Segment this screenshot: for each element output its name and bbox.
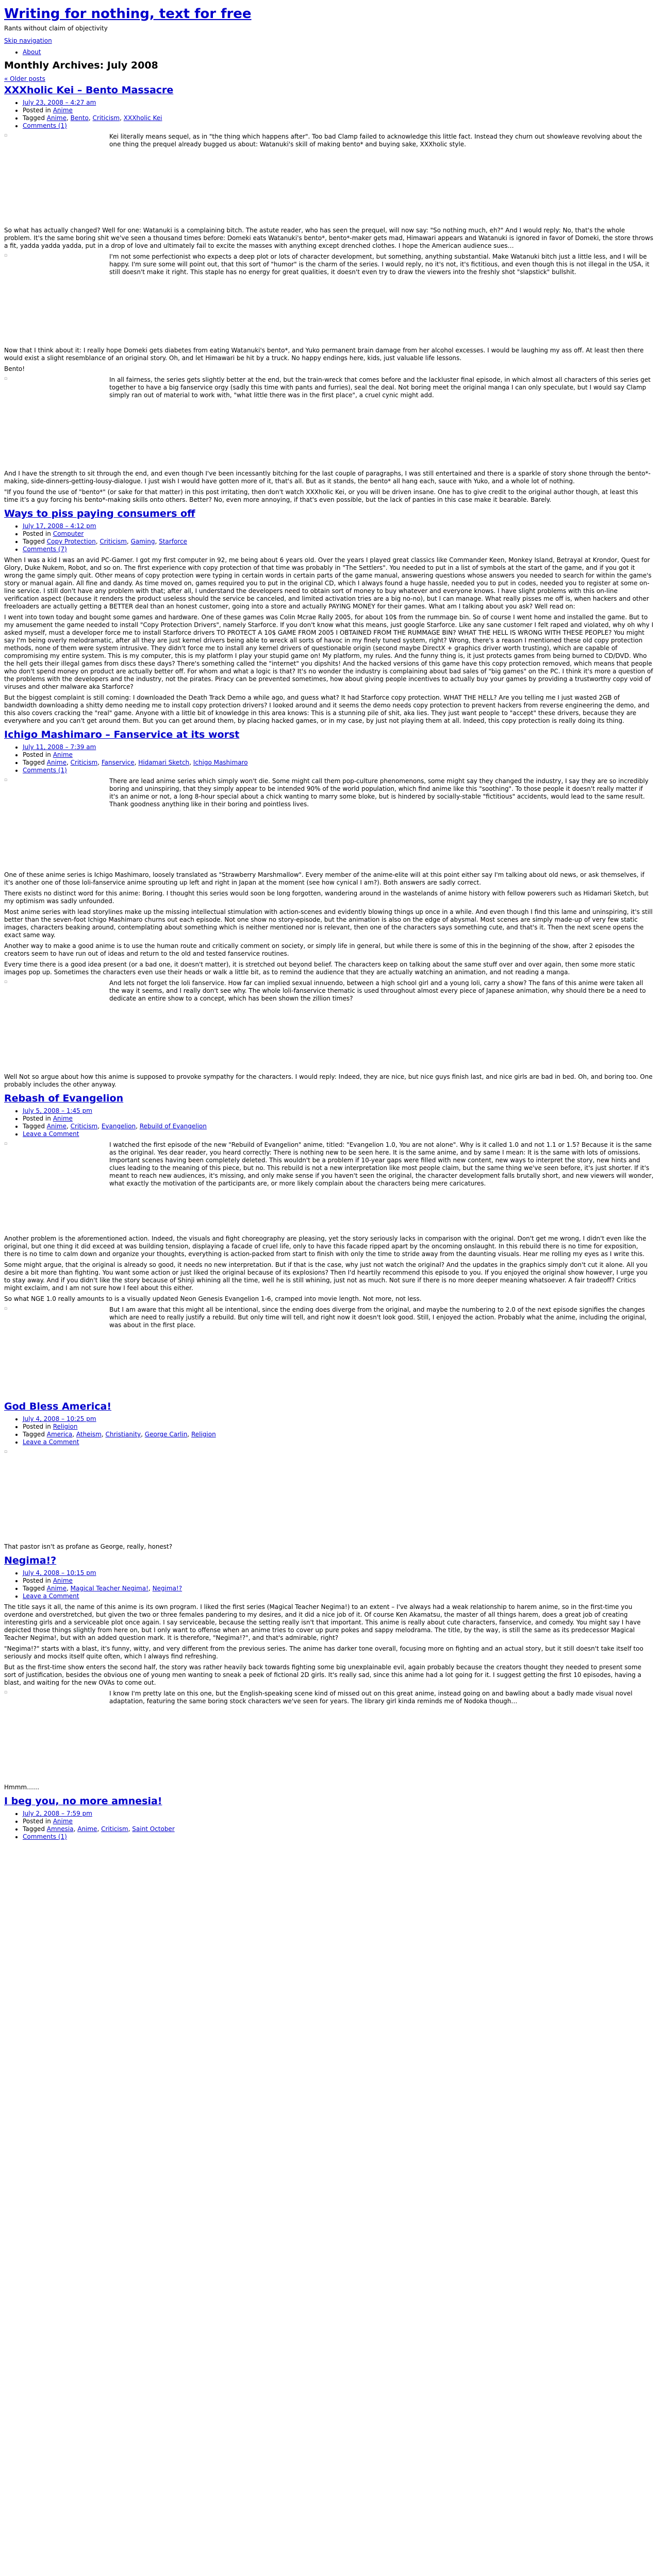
meta-prefix: Posted in — [23, 107, 53, 114]
meta-link[interactable]: Criticism — [101, 1825, 128, 1833]
post-meta-item — [23, 1107, 654, 1115]
post-meta — [4, 1569, 654, 1600]
meta-link[interactable]: Anime — [46, 1585, 67, 1592]
post-image — [4, 777, 107, 868]
broken-image-icon: ▫ — [4, 133, 8, 138]
post-paragraph: I know I'm pretty late on this one, but the English-speaking scene kind of missed out on this great anime, instead going on and bawling about a badly made visual novel adaptation, featuring the same boring stock characters we've seen for years. The library girl kinda reminds me of Nodoka though… — [109, 1690, 633, 1705]
meta-link[interactable]: George Carlin — [144, 1431, 188, 1438]
site-title-link[interactable]: Writing for nothing, text for free — [4, 6, 252, 22]
post-title-link[interactable]: Negima!? — [4, 1555, 57, 1566]
meta-link[interactable]: Religion — [53, 1423, 78, 1430]
meta-prefix: Posted in — [23, 1115, 53, 1122]
post-image — [4, 1306, 107, 1397]
meta-link[interactable]: Comments (1) — [23, 767, 67, 774]
meta-link[interactable]: Leave a Comment — [23, 1592, 79, 1600]
post-meta-item: • Tagged Anime, Criticism, Fanservice, Hidamari Sketch, Ichigo Mashimaro — [23, 759, 654, 767]
post-paragraph: "If you found the use of "bento*" (or sake for that matter) in this post irritating, then don't watch XXXholic Kei, or you will be driven insane. One has to give credit to the original author though, at least this time it's a guy forcing his bento*-making skills onto others. Better? No, even more annoying, if that's even possible, but the lack of panties in this case make it bearable. Barely. — [4, 488, 638, 503]
post-paragraph: I'm not some perfectionist who expects a deep plot or lots of character development, but something, anything substantial. Make Watanuki bitch just a little less, and I will be happy. I'm sure some will point out, that this sort of "humor" is the charm of the series. I would reply, no it's not, it's fictitious, and even though this is not illegal in the USA, it still doesn't make it right. This staple has no energy for great qualities, it doesn't even try to draw the viewers into the freshly shot "slapstick" bullshit. — [109, 253, 650, 276]
post-title-link[interactable]: I beg you, no more amnesia! — [4, 1795, 162, 1807]
post-meta — [4, 1415, 654, 1446]
image-text-block — [4, 376, 654, 467]
post-meta-item — [23, 1423, 654, 1431]
post-meta-item: • Tagged Copy Protection, Criticism, Gaming, Starforce — [23, 538, 654, 546]
post-paragraph: And I have the strength to sit through the end, and even though I've been incessantly bitching for the last couple of paragraphs, I was still entertained and there is a sparkle of story shone through the bento*-making, side-dinners-getting-lousy-dialogue. I just wish I would have gotten more of it, that's all. But as it stands, the bento* all hang each, sauce with Yuko, and a whole lot of nothing. — [4, 470, 651, 485]
meta-link[interactable]: Criticism — [70, 759, 98, 766]
post-paragraph: So what has actually changed? Well for one: Watanuki is a complaining bitch. The astute reader, who has seen the prequel, will now say: "So nothing much, eh?" And I would reply: No, that's the whole problem. It's the same boring shit we've seen a thousand times before: Domeki eats Watanuki's bento*, bento*-maker gets mad, Himawari appears and Watanuki is ignored in favor of Domeki, the store throws a fit, yadda yadda yadda, put in a drop of love and ultimately fail to excite the masses with anything except drenched clothes. I hope the American audience sues… — [4, 227, 653, 249]
nav-about-link[interactable]: About — [23, 48, 41, 56]
image-text-block — [4, 1141, 654, 1232]
meta-link[interactable]: Ichigo Mashimaro — [193, 759, 248, 766]
post-paragraph: "Negima!?" starts with a blast, it's funny, witty, and very different from the previous series. The anime has darker tone overall, focusing more on fighting and an actual story, but it still doesn't take itself too seriously and mocks itself quite often, which I always find refreshing. — [4, 1645, 643, 1660]
post-meta-item — [23, 1130, 654, 1138]
post-meta-item — [23, 1592, 654, 1600]
post-paragraph: Hmmm…… — [4, 1784, 40, 1791]
meta-link[interactable]: Saint October — [132, 1825, 175, 1833]
post-list — [4, 84, 654, 1841]
post — [4, 729, 654, 1089]
meta-link[interactable]: Comments (7) — [23, 546, 67, 553]
post-meta-item — [23, 751, 654, 759]
post-date-link[interactable]: July 23, 2008 – 4:27 am — [23, 99, 96, 106]
post-meta-item — [23, 1833, 654, 1841]
post-image — [4, 133, 107, 224]
post-meta-item: • Tagged America, Atheism, Christianity, George Carlin, Religion — [23, 1431, 654, 1438]
post-meta — [4, 522, 654, 553]
post-title-link[interactable]: XXXholic Kei – Bento Massacre — [4, 84, 174, 96]
post-title — [4, 1093, 654, 1104]
nav-item — [23, 48, 654, 56]
post-meta — [4, 1107, 654, 1138]
post-paragraph: And lets not forget the loli fanservice. How far can implied sexual innuendo, between a high school girl and a young loli, carry a show? The fans of this anime were taken all the way it seems, and I really don't see why. The whole loli-fanservice thematic is used throughout almost every piece of Japanese animation, why should there be a need to dedicate an entire show to a concept, which has been shown the zillion times? — [109, 979, 646, 1002]
meta-link[interactable]: Amnesia — [46, 1825, 74, 1833]
post-date-link[interactable]: July 17, 2008 – 4:12 pm — [23, 522, 96, 530]
meta-link[interactable]: Gaming — [130, 538, 155, 545]
meta-link[interactable]: Comments (1) — [23, 122, 67, 129]
post-title-link[interactable]: God Bless America! — [4, 1401, 111, 1412]
meta-link[interactable]: Anime — [53, 1818, 73, 1825]
meta-link[interactable]: Starforce — [159, 538, 187, 545]
broken-image-icon: ▫ — [4, 979, 8, 985]
meta-prefix: Tagged — [23, 1585, 47, 1592]
archive-title: Monthly Archives: July 2008 — [4, 60, 158, 71]
meta-link[interactable]: Atheism — [76, 1431, 102, 1438]
post-paragraph: Every time there is a good idea present (or a bad one, it doesn't matter), it is stretched out beyond belief. The characters keep on talking about the same stuff over and over again, then some more static images pop up. Sometimes the characters even use their heads or walk a little bit, as to remind the audience that they are actually watching an animation, and not reading a manga. — [4, 961, 635, 976]
post-meta-item — [23, 107, 654, 114]
post-title — [4, 508, 654, 519]
broken-image-icon: ▫ — [4, 777, 8, 783]
post-title-link[interactable]: Ways to piss paying consumers off — [4, 508, 195, 519]
post — [4, 508, 654, 725]
post-paragraph: Another problem is the aforementioned action. Indeed, the visuals and fight choreography are pleasing, yet the story seriously lacks in comparison with the original. Don't get me wrong, I didn't even like the original, but one thing it did exceed at was building tension, displaying a facade of cruel life, only to have this facade ripped apart by the oncoming onslaught. In this rebuild there is no time for exposition, there is no time to calm down and organize your thoughts, everything is action-packed from start to finish with only the time to stride away from the daunting visuals. Hear me rolling my eyes as I write this. — [4, 1235, 647, 1258]
main-nav — [4, 48, 654, 56]
meta-link[interactable]: Fanservice — [101, 759, 135, 766]
meta-link[interactable]: Evangelion — [101, 1123, 136, 1130]
meta-prefix: Tagged — [23, 759, 47, 766]
post-paragraph: There exists no distinct word for this anime: Boring. I thought this series would soon be long forgotten, wandering around in the wastelands of anime history with fellow powerers such as Hidamari Sketch, but my optimism was sadly unfounded. — [4, 890, 649, 905]
meta-link[interactable]: Rebuild of Evangelion — [139, 1123, 207, 1130]
meta-prefix: Tagged — [23, 1431, 47, 1438]
post-paragraph: Some might argue, that the original is already so good, it needs no new interpretation. But if that is the case, why just not watch the original? And the updates in the graphics simply don't cut it alone. All you desire a bit more than fighting. You want some action or just liked the original because of its explosions? Then I'd heartily recommend this episode to you. If you enjoyed the original show however, I urge you to stay away. And if you didn't like the story because of Shinji whining all the time, well he is still whining, just not as much. Not sure if there is no more deeper meaning whatsoever. A fair tradeoff? Critics might exclaim, and I am not sure how I feel about this either. — [4, 1261, 648, 1292]
site-tagline: Rants without claim of objectivity — [4, 25, 108, 32]
broken-image-icon: ▫ — [4, 1690, 8, 1695]
post-title — [4, 1401, 654, 1412]
meta-prefix: Tagged — [23, 1123, 47, 1130]
meta-link[interactable]: Religion — [191, 1431, 216, 1438]
image-text-block — [4, 1449, 654, 1540]
post-image — [4, 1141, 107, 1232]
post-meta-item — [23, 122, 654, 130]
meta-link[interactable]: Anime — [46, 114, 67, 122]
post-meta-item — [23, 743, 654, 751]
post-meta — [4, 743, 654, 774]
post-meta-item: • Tagged Amnesia, Anime, Criticism, Saint October — [23, 1825, 654, 1833]
image-text-block — [4, 253, 654, 344]
meta-link[interactable]: America — [46, 1431, 73, 1438]
older-posts-link[interactable]: « Older posts — [4, 75, 45, 82]
post-meta-item — [23, 1577, 654, 1585]
post — [4, 1093, 654, 1397]
meta-prefix: Posted in — [23, 751, 53, 758]
post-paragraph: But the biggest complaint is still coming: I downloaded the Death Track Demo a while ago, and guess what? It had Starforce copy protection. WHAT THE HELL? Are you telling me I just wasted 2GB of bandwidth downloading a shitty demo needing me to install copy protection drivers? I looked around and it seems the demo needs copy protection to prevent hackers from reverse engineering the demo, and this also covers cracking the "real" game. Anyone with a little bit of knowledge in this area knows: This is a stunning pile of shit, aka lies. They just want people to "accept" these drivers, because they are everywhere and you can't get around them. But you can get around them, by placing hacked games, or in my case, by just not playing them at all. Indeed, this copy protection is really doing its thing. — [4, 694, 650, 724]
image-text-block — [4, 1690, 654, 1781]
post-title — [4, 1795, 654, 1807]
post-paragraph: When I was a kid I was an avid PC-Gamer. I got my first computer in 92, me being about 6 years old. Over the years I played great classics like Commander Keen, Monkey Island, Betrayal at Krondor, Quest for Glory, Duke Nukem, Robot, and so on. The first experience with copy protection of that time was probably in "The Settlers". You needed to put in a list of symbols at the start of the game, and if you got it wrong the game simply quit. Other means of copy protection were typing in certain words in certain parts of the game manual, answering questions whose answers you needed to search for within the game's story or manual again. All fine and dandy. As time moved on, games required you to put in the original CD, which I always found a huge hassle, needed you to put in codes, needed you to register at some on-line service. I still don't have any problem with that; after all, I understand the developers need to obtain sort of money to buy whatever and everyone knows. I have slight problems with this on-line verification aspect (because it renders the product useless should the service be canceled, and limited activation tries are a big no-no), but I can manage. What really pisses me off is, when hackers and other freeloaders are actually getting a BETTER deal than an honest customer, going into a store and actually PAYING MONEY for their games. What am I talking about you ask? Well read on: — [4, 556, 652, 610]
meta-link[interactable]: Criticism — [100, 538, 127, 545]
meta-link[interactable]: Magical Teacher Negima! — [70, 1585, 148, 1592]
post-paragraph: Most anime series with lead storylines make up the missing intellectual stimulation with action-scenes and evidently blowing things up once in a while. And even though I find this lame and uninspiring, it's still better than the seven-foot Ichigo Mashimaro churns out each episode. Not one show no story-episode, but the animation is also on the edge of abysmal. Most scenes are simply made-up of very few static images, characters beaking around, contemplating about something which is neither mentioned nor is relevant, then one of the characters says something cute, and that's it. Then the next scene opens the exact same way. — [4, 908, 653, 939]
post-date-link[interactable]: July 4, 2008 – 10:25 pm — [23, 1415, 96, 1422]
post-date-link[interactable]: July 5, 2008 – 1:45 pm — [23, 1107, 92, 1114]
post-paragraph: But I am aware that this might all be intentional, since the ending does diverge from the original, and maybe the numbering to 2.0 of the next episode signifies the changes which are need to really justify a rebuild. But only time will tell, and right now it doesn't look good. Still, I enjoyed the action. Probably what the anime, including the original, was about in the first place. — [109, 1306, 647, 1329]
meta-link[interactable]: Criticism — [92, 114, 120, 122]
broken-image-icon: ▫ — [4, 1141, 8, 1146]
meta-link[interactable]: Criticism — [70, 1123, 98, 1130]
meta-link[interactable]: Copy Protection — [46, 538, 96, 545]
post-image — [4, 376, 107, 467]
meta-link[interactable]: Comments (1) — [23, 1833, 67, 1840]
post-meta-item — [23, 1415, 654, 1423]
post-meta — [4, 1810, 654, 1841]
image-text-block — [4, 777, 654, 868]
meta-prefix: Tagged — [23, 538, 47, 545]
post — [4, 84, 654, 504]
meta-link[interactable]: Anime — [53, 751, 73, 758]
post-paragraph: Well Not so argue about how this anime is supposed to provoke sympathy for the characters. I would reply: Indeed, they are nice, but nice guys finish last, and nice girls are bad in bed. Oh, and boring too. One probably includes the other anyway. — [4, 1073, 653, 1088]
post-paragraph: Another way to make a good anime is to use the human route and critically comment on society, or simply life in general, but while there is some of this in the beginning of the show, after 2 episodes the creators seem to have run out of ideas and return to the old and tested fanservice routines. — [4, 942, 635, 957]
post — [4, 1401, 654, 1551]
meta-link[interactable]: Anime — [77, 1825, 97, 1833]
post-meta-item — [23, 1569, 654, 1577]
meta-link[interactable]: Anime — [53, 1577, 73, 1584]
post-meta-item — [23, 1818, 654, 1825]
post-meta-item — [23, 1438, 654, 1446]
meta-link[interactable]: Hidamari Sketch — [138, 759, 190, 766]
post-paragraph: Bento! — [4, 365, 25, 372]
post — [4, 1795, 654, 1841]
post-meta-item: • Tagged Anime, Magical Teacher Negima!, Negima!? — [23, 1585, 654, 1592]
meta-prefix: Tagged — [23, 114, 47, 122]
post-paragraph: In all fairness, the series gets slightly better at the end, but the train-wreck that comes before and the lackluster final episode, in which almost all characters of this series get together to have a big fanservice orgy (sadly this time with pants and furries), seal the deal. Not boring meet the original manga I can only speculate, but I would say Clamp simply ran out of material to work with, "what little there was in the first place", a cruel cynic might add. — [109, 376, 651, 399]
post-meta-item — [23, 99, 654, 107]
post-paragraph: That pastor isn't as profane as George, really, honest? — [4, 1543, 173, 1550]
post-meta-item: • Tagged Anime, Bento, Criticism, XXXholic Kei — [23, 114, 654, 122]
post-date-link[interactable]: July 4, 2008 – 10:15 pm — [23, 1569, 96, 1577]
post — [4, 1555, 654, 1791]
meta-link[interactable]: Anime — [53, 107, 73, 114]
post-paragraph: So what NGE 1.0 really amounts to is a visually updated Neon Genesis Evangelion 1-6, cramped into movie length. Not more, not less. — [4, 1295, 422, 1302]
post-meta-item — [23, 530, 654, 538]
post-meta-item — [23, 546, 654, 553]
post-meta-item — [23, 767, 654, 774]
meta-prefix: Tagged — [23, 1825, 47, 1833]
post-title — [4, 84, 654, 96]
post-paragraph: I watched the first episode of the new "Rebuild of Evangelion" anime, titled: "Evangelion 1.0, You are not alone". Why is it called 1.0 and not 1.1 or 1.5? Because it is the same as the original. Yes dear reader, you heard correctly: There is nothing new to be seen here. It is the same anime, and by same I mean: It is the same with lots of omissions. Important scenes having been completely deleted. This wouldn't be a problem if 10-year gaps were filled with new content, new ways to interpret the story, new hints and clues leading to the meaning of this piece, but no. This rebuild is not a new interpretation like most people claim, but the same thing we've seen before, it's just shorter. If it's meant to reach new audiences, it's missing, and only make sense if you haven't seen the original, the character development falls brutally short, and new viewers will wonder, what exactly the motivation of the participants are, or more likely complain about the characters being mere caricatures. — [109, 1141, 654, 1187]
post-meta-item — [23, 1115, 654, 1123]
meta-link[interactable]: Leave a Comment — [23, 1130, 79, 1138]
meta-prefix: Posted in — [23, 530, 53, 537]
meta-link[interactable]: Anime — [46, 1123, 67, 1130]
post-paragraph: The title says it all, the name of this anime is its own program. I liked the first series (Magical Teacher Negima!) to an extent – I've always had a weak relationship to harem anime, so in the first-time you overdone and overstretched, but given the two or three females pandering to my desires, and it did a nice job of it. Of course Ken Akamatsu, the master of all things harem, does a great job of creating interesting girls and a serviceable plot once again. I say serviceable, because the setting really isn't that important. This anime is really about cute characters, fanservice, and comedy. You might say I have depicted those things slightly from here on, but I only want to offense when an anime tries to cover up pure pokes and sappy melodrama. The title, by the way, is still the same as its predecessor Magical Teacher Negima!, but with an added question mark. It is therefore, "Negima!?", and that's admirable, right? — [4, 1603, 641, 1641]
post-title-link[interactable]: Rebash of Evangelion — [4, 1093, 124, 1104]
post-meta-item — [23, 1810, 654, 1818]
meta-link[interactable]: Anime — [46, 759, 67, 766]
image-text-block — [4, 1306, 654, 1397]
post-paragraph: There are lead anime series which simply won't die. Some might call them pop-culture phenomenons, some might say they changed the industry, I say they are so incredibly boring and uninspiring, that they simply appear to be intended 90% of the world population, which find anime like this "soothing". To those people it doesn't really matter if it's an anime or not, a long 8-hour special about a chick wanting to marry some bloke, but is hindered by socially-stable "fictitious" accidents, would lead to the same result. Thank goodness anything like in their boring and pointless lives. — [109, 777, 649, 808]
image-text-block — [4, 979, 654, 1070]
broken-image-icon: ▫ — [4, 1306, 8, 1311]
post-meta — [4, 99, 654, 130]
post-image — [4, 979, 107, 1070]
post-meta-item — [23, 522, 654, 530]
post-paragraph: One of these anime series is Ichigo Mashimaro, loosely translated as "Strawberry Marshmallow". Every member of the anime-elite will at this point either say I'm talking about old news, or ask themselves, if it's another one of those loli-fanservice anime sprouting up left and right in Japan at the moment (see how cynical I am?). Both answers are sadly correct. — [4, 871, 644, 886]
meta-link[interactable]: Christianity — [105, 1431, 141, 1438]
post-paragraph: I went into town today and bought some games and hardware. One of these games was Colin Mcrae Rally 2005, for about 10$ from the rummage bin. So of course I went home and installed the game. But to my amusement the game needed to install "Copy Protection Drivers", namely Starforce. If you don't know what this means, just google Starforce. Like any sane customer I felt raped and violated, why oh why I asked myself, must a developer force me to install Starforce drivers TO PROTECT A 10$ GAME FROM 2005 I OBTAINED FROM THE RUMMAGE BIN? WHAT THE HELL IS WRONG WITH THESE PEOPLE? You might say I'm being overly melodramatic, after all they are just kernel drivers being able to wreck all sorts of havoc in my finely tuned system, right? Wrong, there's a reason I mentioned these old copy protection methods, none of them were system intrusive. They didn't force me to install any kernel drivers of questionable origin (second maybe DirectX + graphics driver worth trusting), which are capable of compromising my entire system. This is my computer, this is my platform I play your stupid game on! My platform, my rules. And the funny thing is, it just protects games from being burned to CD/DVD. Who the hell gets their illegal games from discs these days? There's something called the "internet" you dipshits! And the hacked versions of this game have this copy protection removed, which means that people who don't spend money on product are actually better off. For whom and what a logic is that? It's no wonder the industry is complaining about bad sales of "big games" on the PC. I think it's more a question of the problems with the developers and the industry, not the pirates. Piracy can be prevented sometimes, how about giving people incentives to actually buy your games by providing a trustworthy copy void of viruses and other malware aka Starforce? — [4, 614, 654, 690]
site-title — [4, 6, 654, 22]
image-text-block — [4, 133, 654, 224]
post-image — [4, 253, 107, 344]
meta-prefix: Posted in — [23, 1423, 53, 1430]
post-paragraph: But as the first-time show enters the second half, the story was rather heavily back towards fighting some big unexplainable evil, again probably because the creators thought they needed to present some sort of justification, besides the obvious one of young men wanting to sneak a peek of fictional 2D girls. It's really sad, since this anime had a lot going for it. I suggest getting the first 10 episodes, having a blast, and waiting for the new OVAs to come out. — [4, 1664, 641, 1686]
meta-link[interactable]: XXXholic Kei — [123, 114, 162, 122]
post-title — [4, 729, 654, 740]
post-image — [4, 1690, 107, 1781]
broken-image-icon: ▫ — [4, 1449, 8, 1454]
skip-navigation-link[interactable]: Skip navigation — [4, 37, 52, 44]
broken-image-icon: ▫ — [4, 376, 8, 381]
meta-prefix: Posted in — [23, 1577, 53, 1584]
post-meta-item: • Tagged Anime, Criticism, Evangelion, Rebuild of Evangelion — [23, 1123, 654, 1130]
post-date-link[interactable]: July 2, 2008 – 7:59 pm — [23, 1810, 92, 1817]
meta-link[interactable]: Leave a Comment — [23, 1438, 79, 1446]
meta-link[interactable]: Computer — [53, 530, 84, 537]
meta-link[interactable]: Negima!? — [152, 1585, 183, 1592]
post-title-link[interactable]: Ichigo Mashimaro – Fanservice at its worst — [4, 729, 240, 740]
meta-prefix: Posted in — [23, 1818, 53, 1825]
post-paragraph: Now that I think about it: I really hope Domeki gets diabetes from eating Watanuki's bento*, and Yuko permanent brain damage from her alcohol excesses. I would be laughing my ass off. At least then there would exist a slight resemblance of an original story. Oh, and let Himawari be hit by a truck. No happy endings here, kids, just valuable life lessons. — [4, 347, 644, 362]
post-date-link[interactable]: July 11, 2008 – 7:39 am — [23, 743, 96, 751]
post-title — [4, 1555, 654, 1566]
broken-image-icon: ▫ — [4, 253, 8, 258]
meta-link[interactable]: Anime — [53, 1115, 73, 1122]
meta-link[interactable]: Bento — [70, 114, 89, 122]
post-image — [4, 1449, 107, 1540]
post-paragraph: Kei literally means sequel, as in "the thing which happens after". Too bad Clamp failed to acknowledge this little fact. Instead they churn out showleave revolving about the one thing the prequel already bugged us about: Watanuki's skill of making bento* and buying sake, XXXholic style. — [109, 133, 642, 148]
